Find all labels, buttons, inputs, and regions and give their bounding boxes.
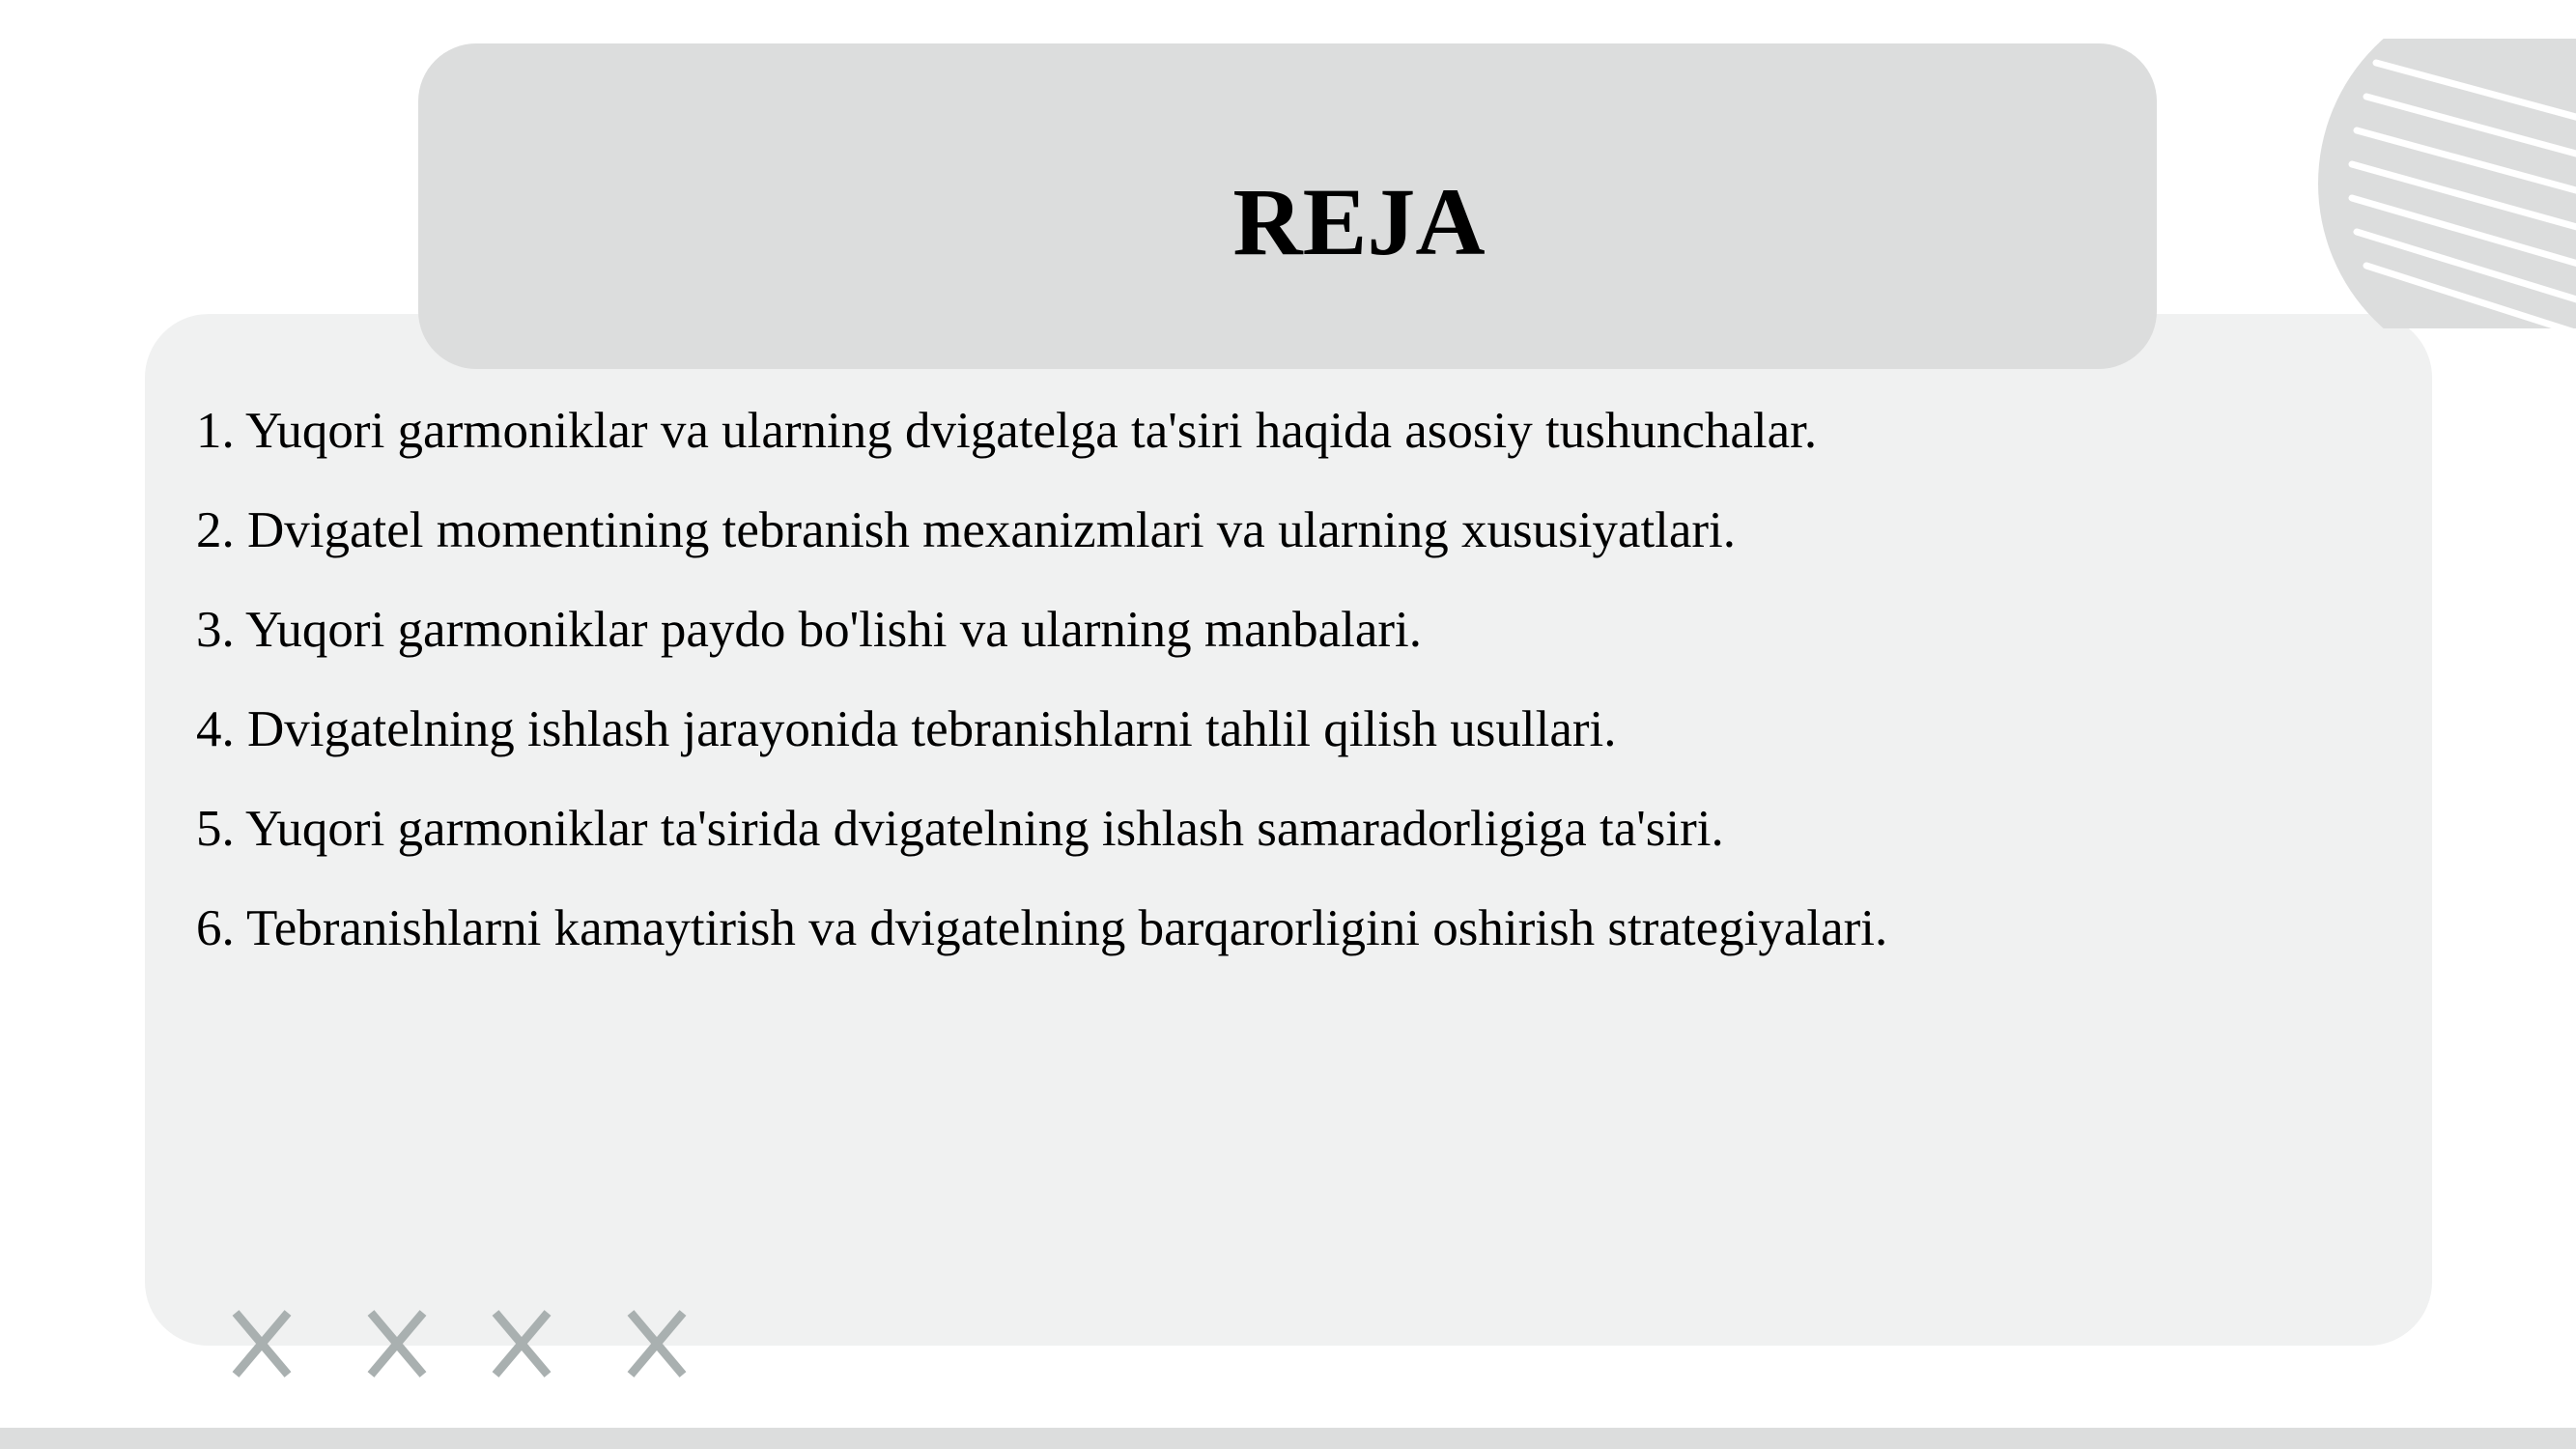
plan-item: 5. Yuqori garmoniklar ta'sirida dvigatelning ishlash samaradorligiga ta'siri.: [196, 801, 1724, 857]
x-marks-decoration: [230, 1309, 694, 1378]
slide-title: REJA: [1232, 168, 1486, 275]
x-mark-icon: [495, 1313, 548, 1375]
striped-circle-icon: [2318, 39, 2576, 328]
title-box: [418, 43, 2157, 369]
plan-list: [196, 401, 2321, 998]
x-mark-icon: [236, 1313, 288, 1375]
x-mark-icon: [371, 1313, 423, 1375]
bottom-strip: [0, 1428, 2576, 1449]
plan-item: 2. Dvigatel momentining tebranish mexanizmlari va ularning xususiyatlari.: [196, 502, 1737, 558]
plan-item: 1. Yuqori garmoniklar va ularning dvigatelga ta'siri haqida asosiy tushunchalar.: [196, 403, 1818, 459]
plan-item: 6. Tebranishlarni kamaytirish va dvigatelning barqarorligini oshirish strategiyalari.: [196, 900, 1888, 956]
plan-item: 3. Yuqori garmoniklar paydo bo'lishi va ularning manbalari.: [196, 602, 1422, 658]
plan-item: 4. Dvigatelning ishlash jarayonida tebranishlarni tahlil qilish usullari.: [196, 701, 1617, 757]
x-mark-icon: [631, 1313, 683, 1375]
